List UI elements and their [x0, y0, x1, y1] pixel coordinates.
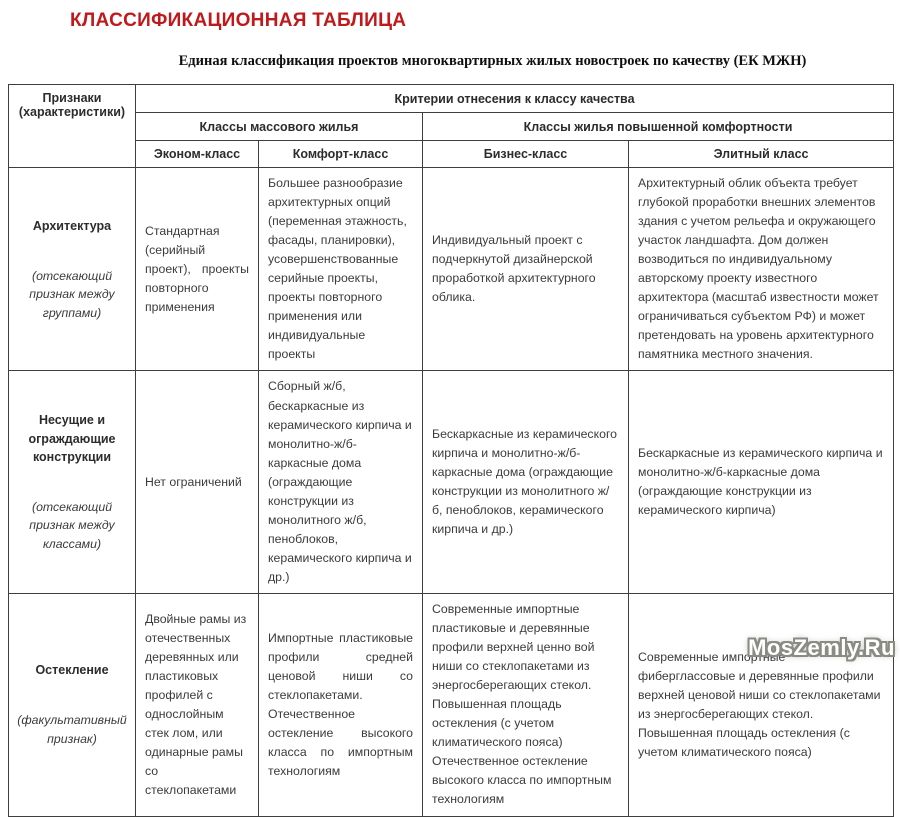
cell-glazing-comfort: Импортные пластиковые профили средней ценовой ниши со стеклопакетами. Отечественное остекление высокого класса по импортным технологиям [259, 593, 423, 816]
feature-name: Архитектура [32, 218, 112, 233]
class-header-econom: Эконом-класс [136, 141, 259, 168]
group-header-mass: Классы массового жилья [136, 113, 423, 141]
table-row-architecture [9, 168, 894, 371]
feature-name: Остекление [35, 663, 109, 678]
table-caption: Единая классификация проектов многоквартирных жилых новостроек по качеству (ЕК МЖН) [178, 53, 807, 69]
feature-name: Несущие и ограждающие конструкции [28, 413, 116, 464]
watermark: MosZemly.Ru [748, 635, 895, 660]
feature-constructions [9, 371, 136, 594]
page-title: КЛАССИФИКАЦИОННАЯ ТАБЛИЦА [70, 10, 407, 31]
corner-header: Признаки (характеристики) [9, 85, 136, 168]
cell-architecture-elite: Архитектурный облик объекта требует глубокой проработки внешних элементов здания с учетом рельефа и окружающего участок ландшафта. Дом должен возводиться по индивидуальному авторскому проекту известного архитектора (масштаб известности может ограничиваться субъектом РФ) и может претендовать на уровень архитектурного памятника местного значения. [629, 168, 894, 371]
cell-glazing-business: Современные импортные пластиковые и деревянные профили верхней ценно вой ниши со стеклопакетами из энергосберегающих стекол. Повышенная площадь остекления (с учетом климатического пояса) Отечественное остекление высокого класса по импортным технологиям [423, 593, 629, 816]
group-header-comfort: Классы жилья повышенной комфортности [423, 113, 894, 141]
cell-constructions-elite: Бескаркасные из керамического кирпича и монолитно-ж/б-каркасные дома (ограждающие конструкции из керамического кирпича) [629, 371, 894, 594]
cell-constructions-business: Бескаркасные из керамического кирпича и монолитно-ж/б-каркасные дома (ограждающие конструкции из монолитного ж/б, пеноблоков, керамического кирпича и др.) [423, 371, 629, 594]
cell-constructions-econom: Нет ограничений [136, 371, 259, 594]
cell-architecture-business: Индивидуальный проект с подчеркнутой дизайнерской проработкой архитектурного облика. [423, 168, 629, 371]
cell-architecture-comfort: Большее разнообразие архитектурных опций (переменная этажность, фасады, планировки), усовершенствованные серийные проекты, проекты повторного применения или индивидуальные проекты [259, 168, 423, 371]
feature-note: (факультативный признак) [17, 713, 127, 746]
feature-note: (отсекающий признак между классами) [29, 499, 115, 551]
class-header-business: Бизнес-класс [423, 141, 629, 168]
cell-constructions-comfort: Сборный ж/б, бескаркасные из керамического кирпича и монолитно-ж/б-каркасные дома (ограждающие конструкции из монолитного ж/б, пеноблоков, керамического кирпича и др.) [259, 371, 423, 594]
table-row-constructions [9, 371, 894, 594]
class-header-elite: Элитный класс [629, 141, 894, 168]
cell-glazing-elite: Современные импортные фиберглассовые и деревянные профили верхней ценовой ниши со стеклопакетами из энергосберегающих стекол. Повышенная площадь остекления (с учетом климатического пояса) [629, 593, 894, 816]
classification-table [8, 84, 894, 817]
table-row-glazing [9, 593, 894, 816]
feature-architecture [9, 168, 136, 371]
cell-glazing-econom: Двойные рамы из отечественных деревянных или пластиковых профилей с однослойным стек лом, или одинарные рамы со стеклопакетами [136, 593, 259, 816]
cell-architecture-econom: Стандартная (серийный проект), проекты повторного применения [136, 168, 259, 371]
feature-glazing [9, 593, 136, 816]
feature-note: (отсекающий признак между группами) [29, 268, 115, 320]
criteria-header: Критерии отнесения к классу качества [136, 85, 894, 113]
class-header-comfort: Комфорт-класс [259, 141, 423, 168]
